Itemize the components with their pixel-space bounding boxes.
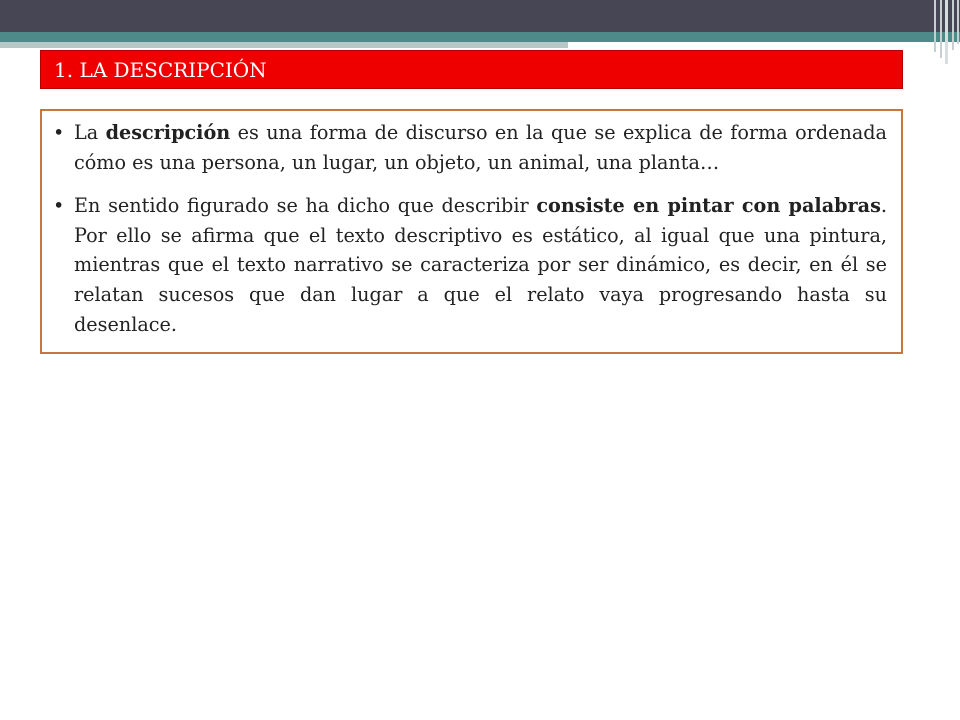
bold-term: descripción [105,121,231,144]
content-box [40,109,903,354]
text-run: La [74,121,106,144]
accent-strip-light [0,42,568,48]
corner-decoration [930,0,960,66]
text-run: . Por ello se afirma que el texto descriptivo es estático, al igual que una pintura, mientras que el texto narrativo se caracteriza por ser dinámico, es decir, en él se relatan sucesos que dan lugar a que el relato vaya progresando hasta su desenlace. [74,194,887,336]
text-run: En sentido figurado se ha dicho que describir [74,194,537,218]
text-run: es una forma de discurso en la que se explica de forma ordenada cómo es una persona, un lugar, un objeto, un animal, una planta… [74,121,887,174]
bullet-dot: • [53,121,65,144]
bullet-item [53,118,887,177]
bullet-dot: • [53,194,65,218]
bold-term: consiste en pintar con palabras [536,194,881,218]
bullet-item [53,191,887,339]
header-band [0,0,960,32]
accent-strip [0,32,960,42]
slide-title: 1. LA DESCRIPCIÓN [40,50,903,89]
